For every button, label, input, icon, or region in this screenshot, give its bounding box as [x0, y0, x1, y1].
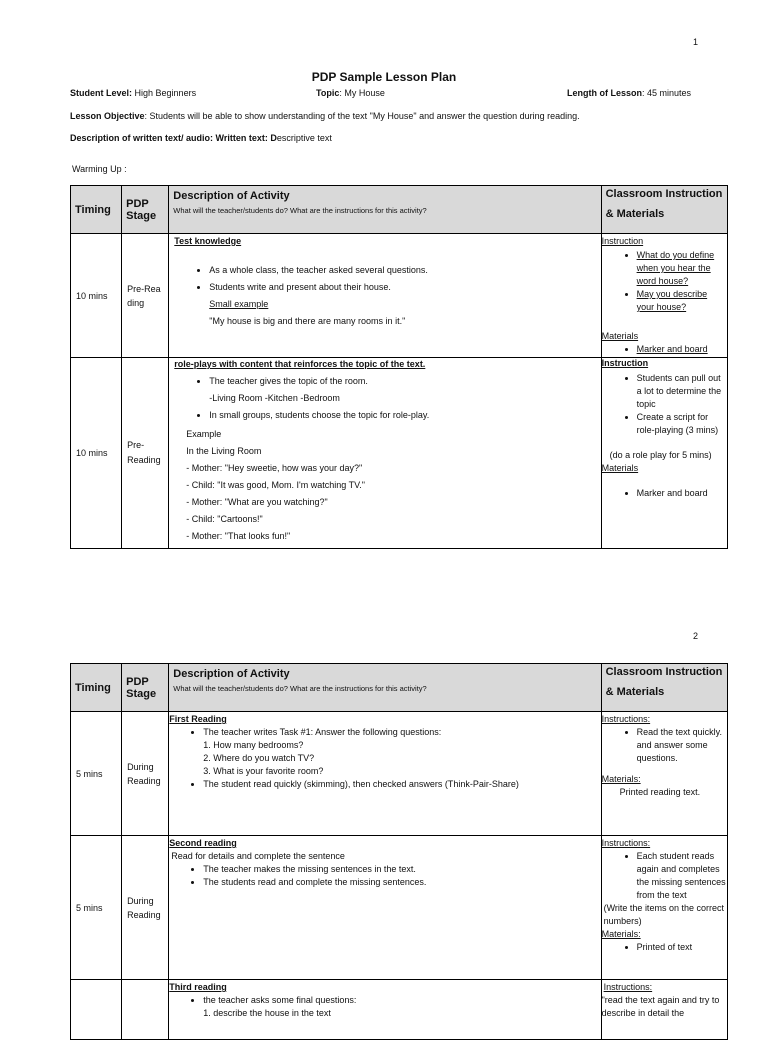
- header-description-sub: What will the teacher/students do? What are the instructions for this activity?: [173, 684, 427, 693]
- objective-value: : Students will be able to show understanding of the text "My House" and answer the question during reading.: [144, 111, 580, 121]
- activity-heading: Second reading: [169, 838, 237, 848]
- example-text: "My house is big and there are many rooms in it.": [209, 316, 406, 326]
- row-stage: Pre- Reading: [122, 358, 169, 549]
- materials-label: Materials:: [601, 774, 641, 784]
- list-item: • Printed of text: [637, 941, 727, 954]
- row-classroom: [601, 980, 727, 1040]
- list-item: • Each student reads again and completes the missing sentences from the text: [637, 850, 727, 902]
- row-classroom: [601, 712, 727, 836]
- header-classroom-line2: & Materials: [605, 208, 665, 220]
- instruction-label: Instruction: [601, 358, 649, 368]
- role-play-note: (do a role play for 5 mins): [609, 450, 712, 460]
- header-timing: Timing: [71, 664, 122, 712]
- row-timing: [71, 980, 122, 1040]
- length-label: Length of Lesson: [567, 88, 642, 98]
- header-classroom: [601, 664, 727, 712]
- header-classroom-line2: & Materials: [605, 686, 665, 698]
- list-item: • In small groups, students choose the topic for role-play.: [209, 407, 600, 424]
- list-item: • The teacher gives the topic of the room.: [209, 373, 600, 390]
- instruction-note: (Write the items on the correct numbers): [603, 903, 724, 926]
- description-label: Description of written text/ audio: Written text: D: [70, 133, 277, 143]
- list-item: • What do you define when you hear the word house?: [637, 249, 727, 288]
- lesson-table-page1: [70, 185, 728, 549]
- dialogue-line: - Mother: "Hey sweetie, how was your day?": [186, 463, 363, 473]
- list-item: • Students write and present about their house.: [209, 279, 600, 296]
- row-description: [169, 712, 601, 836]
- warming-up-label: Warming Up :: [72, 164, 127, 174]
- student-level: [70, 88, 196, 98]
- room-list: -Living Room -Kitchen -Bedroom: [209, 393, 340, 403]
- dialogue-line: - Child: "It was good, Mom. I'm watching TV.": [186, 480, 365, 490]
- page-number: 1: [693, 37, 699, 47]
- row-stage: [122, 980, 169, 1040]
- row-classroom: [601, 836, 727, 980]
- header-description: [169, 186, 601, 234]
- objective-label: Lesson Objective: [70, 111, 145, 121]
- topic: [316, 88, 385, 98]
- row-classroom: [601, 234, 727, 358]
- question-line: 2. Where do you watch TV?: [203, 753, 315, 763]
- question-line: 1. How many bedrooms?: [203, 740, 304, 750]
- materials-label: Materials: [601, 331, 639, 341]
- example-label: Example: [186, 429, 222, 439]
- list-item: • The teacher makes the missing sentences in the text.: [203, 863, 600, 876]
- header-classroom-line1: Classroom Instruction: [605, 188, 723, 200]
- lesson-objective: [70, 111, 580, 121]
- list-item: • Read the text quickly. and answer some questions.: [637, 726, 727, 765]
- living-room-label: In the Living Room: [186, 446, 262, 456]
- row-description: [169, 358, 601, 549]
- table-row: [71, 712, 728, 836]
- length-value: : 45 minutes: [642, 88, 692, 98]
- list-item: • The teacher writes Task #1: Answer the following questions:: [203, 726, 600, 739]
- table-row: [71, 980, 728, 1040]
- row-stage: During Reading: [122, 712, 169, 836]
- table-row: [71, 234, 728, 358]
- list-item: • Marker and board: [637, 343, 727, 356]
- materials-label: Materials: [601, 463, 639, 473]
- row-description: [169, 836, 601, 980]
- dialogue-line: - Mother: "That looks fun!": [186, 531, 291, 541]
- text-description: [70, 133, 332, 143]
- row-timing: 5 mins: [71, 836, 122, 980]
- header-classroom: [601, 186, 727, 234]
- header-pdp-stage: PDP Stage: [122, 186, 169, 234]
- instructions-label: Instructions:: [601, 714, 651, 724]
- activity-intro: Read for details and complete the sentence: [171, 851, 345, 861]
- instructions-label: Instructions:: [603, 982, 653, 992]
- question-line: 1. describe the house in the text: [203, 1008, 331, 1018]
- row-classroom: [601, 358, 727, 549]
- row-stage: Pre-Rea ding: [122, 234, 169, 358]
- header-description-title: Description of Activity: [173, 190, 290, 202]
- materials-label: Materials:: [601, 929, 641, 939]
- list-item: • The students read and complete the missing sentences.: [203, 876, 600, 889]
- table-row: [71, 358, 728, 549]
- header-description-sub: What will the teacher/students do? What are the instructions for this activity?: [173, 206, 427, 215]
- instructions-label: Instructions:: [601, 838, 651, 848]
- list-item: • As a whole class, the teacher asked several questions.: [209, 262, 600, 279]
- question-line: 3. What is your favorite room?: [203, 766, 324, 776]
- row-description: [169, 234, 601, 358]
- header-classroom-line1: Classroom Instruction: [605, 666, 723, 678]
- list-item: • Students can pull out a lot to determine the topic: [637, 372, 727, 411]
- lesson-table-page2: [70, 663, 728, 1040]
- header-pdp-stage: PDP Stage: [122, 664, 169, 712]
- list-item: • Create a script for role-playing (3 mins): [637, 411, 727, 437]
- list-item: • the teacher asks some final questions:: [203, 994, 600, 1007]
- topic-value: : My House: [339, 88, 385, 98]
- page-number: 2: [693, 631, 699, 641]
- activity-heading: Test knowledge: [174, 236, 242, 246]
- topic-label: Topic: [316, 88, 340, 98]
- description-value: escriptive text: [276, 133, 332, 143]
- activity-heading: First Reading: [169, 714, 227, 724]
- header-description-title: Description of Activity: [173, 668, 290, 680]
- student-level-value: High Beginners: [134, 88, 197, 98]
- instruction-label: Instruction: [601, 236, 644, 246]
- row-stage: During Reading: [122, 836, 169, 980]
- row-timing: 10 mins: [71, 234, 122, 358]
- list-item: • May you describe your house?: [637, 288, 727, 314]
- row-timing: 5 mins: [71, 712, 122, 836]
- student-level-label: Student Level:: [70, 88, 133, 98]
- dialogue-line: - Mother: "What are you watching?": [186, 497, 328, 507]
- header-description: [169, 664, 601, 712]
- table-row: [71, 836, 728, 980]
- dialogue-line: - Child: "Cartoons!": [186, 514, 263, 524]
- lesson-length: [567, 88, 691, 98]
- list-item: • The student read quickly (skimming), then checked answers (Think-Pair-Share): [203, 778, 600, 791]
- row-timing: 10 mins: [71, 358, 122, 549]
- instruction-text: "read the text again and try to describe in detail the: [601, 995, 720, 1018]
- list-item: • Marker and board: [637, 487, 727, 500]
- page-title: PDP Sample Lesson Plan: [311, 70, 457, 84]
- materials-item: Printed reading text.: [619, 787, 701, 797]
- small-example-label: Small example: [209, 299, 269, 309]
- header-timing: Timing: [71, 186, 122, 234]
- activity-heading: role-plays with content that reinforces the topic of the text.: [174, 359, 426, 369]
- activity-heading: Third reading: [169, 982, 227, 992]
- row-description: [169, 980, 601, 1040]
